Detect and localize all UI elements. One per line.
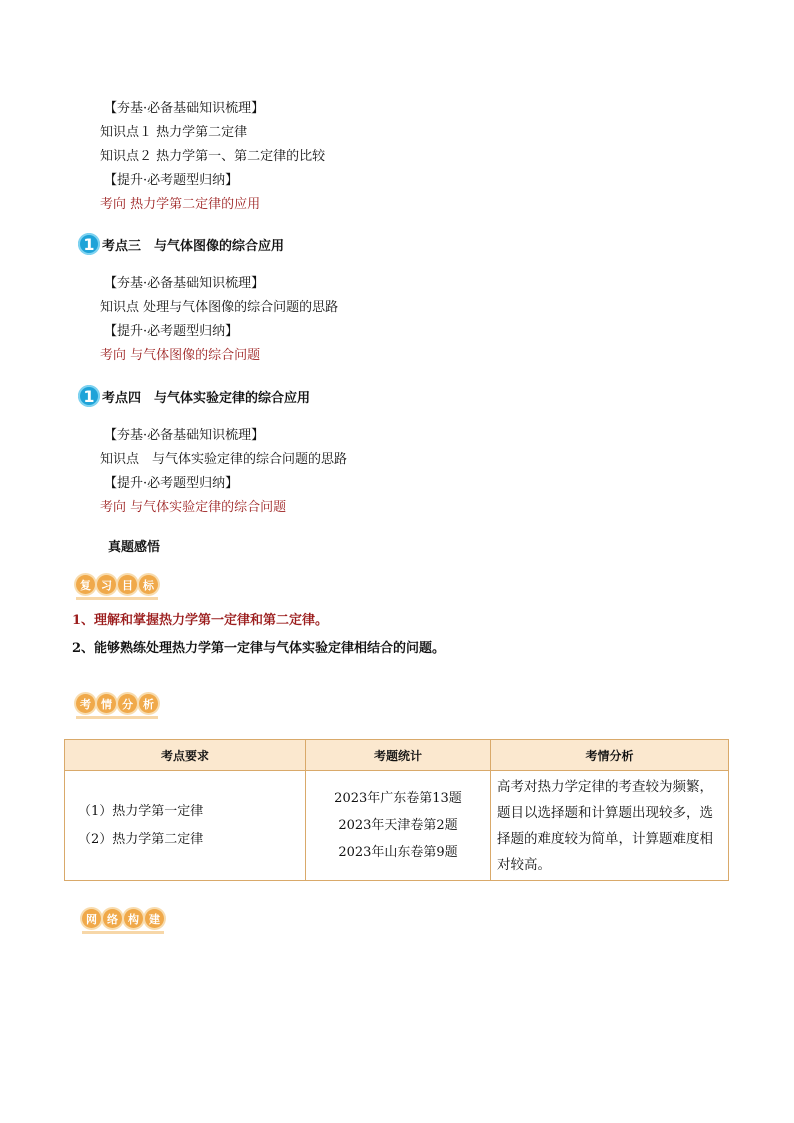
outline-s2-item-4: 考向 热力学第二定律的应用 — [100, 197, 261, 212]
outline-s2-item-0: 【夯基·必备基础知识梳理】 — [104, 101, 265, 116]
section4-title: 考点四 与气体实验定律的综合应用 — [102, 390, 311, 406]
banner-char: 情 — [97, 694, 116, 713]
table-row — [65, 771, 729, 881]
requirements-cell — [65, 771, 306, 881]
header-statistics: 考题统计 — [306, 740, 491, 771]
review-goals-banner — [76, 575, 158, 594]
section3-heading — [78, 232, 284, 256]
banner-underline — [82, 931, 164, 934]
exam-analysis-banner — [76, 694, 158, 713]
outline-s3-item-0: 【夯基·必备基础知识梳理】 — [104, 276, 265, 291]
requirement-item: （1）热力学第一定律 — [78, 803, 204, 819]
banner-char: 考 — [76, 694, 95, 713]
analysis-cell: 高考对热力学定律的考查较为频繁，题目以选择题和计算题出现较多，选择题的难度较为简单，计算题难度相对较高。 — [491, 771, 729, 881]
section4-heading — [78, 384, 310, 408]
table-header-row — [65, 740, 729, 771]
statistics-cell — [306, 771, 491, 881]
section3-number-badge: 1 — [78, 233, 100, 255]
goal-item-1 — [72, 612, 328, 630]
goal-number: 2、 — [72, 641, 95, 656]
exam-analysis-table — [64, 739, 729, 881]
goal-text: 理解和掌握热力学第一定律和第二定律。 — [94, 613, 329, 628]
banner-underline — [76, 716, 158, 719]
stat-item: 2023年山东卷第9题 — [338, 845, 458, 860]
section4-number-badge: 1 — [78, 385, 100, 407]
outline-s3-item-1: 知识点 处理与气体图像的综合问题的思路 — [100, 300, 339, 315]
outline-s4-item-1: 知识点 与气体实验定律的综合问题的思路 — [100, 452, 348, 467]
section3-title: 考点三 与气体图像的综合应用 — [102, 238, 285, 254]
requirement-item: （2）热力学第二定律 — [78, 831, 204, 847]
goal-text: 能够熟练处理热力学第一定律与气体实验定律相结合的问题。 — [94, 641, 446, 656]
outline-s4-item-2: 【提升·必考题型归纳】 — [104, 476, 239, 491]
banner-underline — [76, 597, 158, 600]
stat-item: 2023年天津卷第2题 — [338, 818, 458, 833]
real-exam-heading: 真题感悟 — [108, 540, 161, 555]
banner-char: 标 — [139, 575, 158, 594]
banner-char: 复 — [76, 575, 95, 594]
goal-item-2 — [72, 640, 445, 658]
outline-s4-item-3: 考向 与气体实验定律的综合问题 — [100, 500, 287, 515]
stat-item: 2023年广东卷第13题 — [334, 791, 462, 806]
header-analysis: 考情分析 — [491, 740, 729, 771]
banner-char: 习 — [97, 575, 116, 594]
outline-s3-item-2: 【提升·必考题型归纳】 — [104, 324, 239, 339]
outline-s2-item-2: 知识点２ 热力学第一、第二定律的比较 — [100, 149, 326, 164]
banner-char: 目 — [118, 575, 137, 594]
outline-s4-item-0: 【夯基·必备基础知识梳理】 — [104, 428, 265, 443]
banner-char: 网 — [82, 909, 101, 928]
banner-char: 分 — [118, 694, 137, 713]
network-banner — [82, 909, 164, 928]
goal-number: 1、 — [72, 613, 95, 628]
outline-s2-item-1: 知识点１ 热力学第二定律 — [100, 125, 248, 140]
banner-char: 构 — [124, 909, 143, 928]
header-requirements: 考点要求 — [65, 740, 306, 771]
banner-char: 析 — [139, 694, 158, 713]
outline-s2-item-3: 【提升·必考题型归纳】 — [104, 173, 239, 188]
banner-char: 建 — [145, 909, 164, 928]
banner-char: 络 — [103, 909, 122, 928]
outline-s3-item-3: 考向 与气体图像的综合问题 — [100, 348, 261, 363]
